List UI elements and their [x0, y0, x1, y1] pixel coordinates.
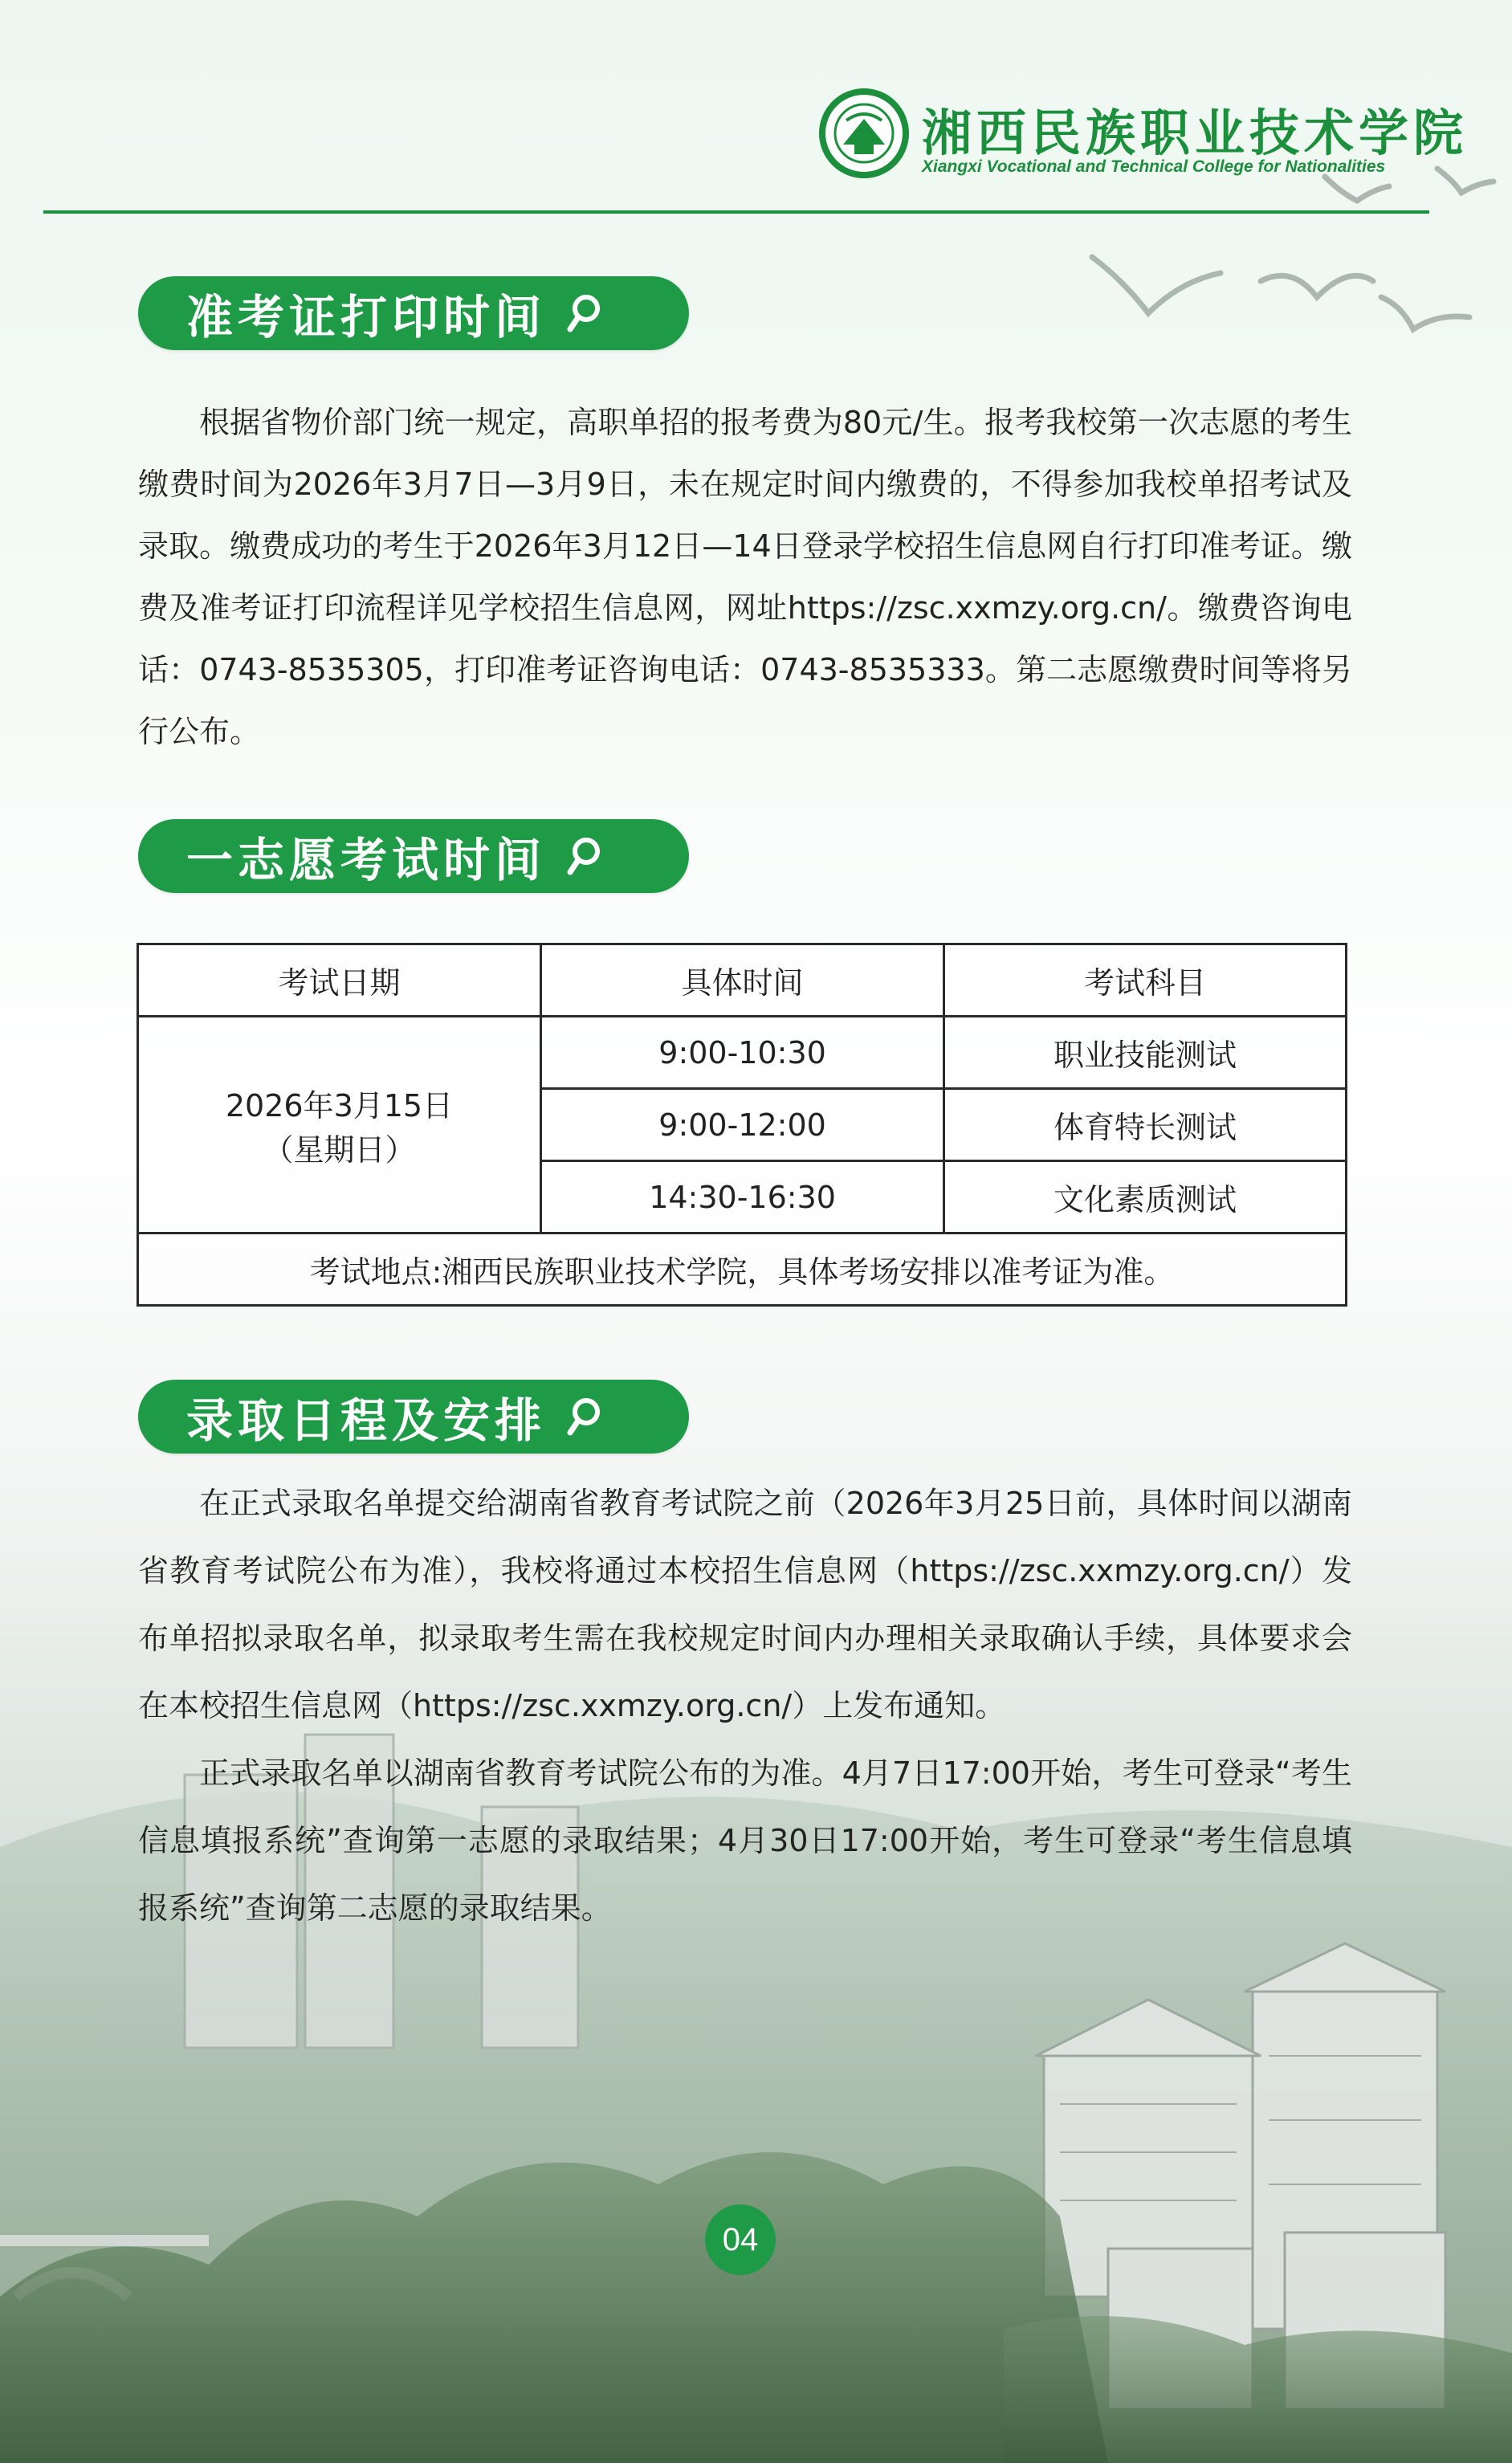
time-cell: 9:00-10:30 — [541, 1017, 944, 1089]
time-cell: 9:00-12:00 — [541, 1089, 944, 1161]
admission-paragraphs — [138, 1470, 1352, 1942]
exam-schedule-table — [137, 943, 1347, 1307]
exam-weekday: （星期日） — [263, 1132, 416, 1168]
table-row — [138, 1234, 1347, 1306]
paragraph-text: 正式录取名单以湖南省教育考试院公布的为准。4月7日17:00开始，考生可登录“考生信息填报系统”查询第一志愿的录取结果；4月30日17:00开始，考生可登录“考生信息填报系统”查询第二志愿的录取结果。 — [138, 1755, 1352, 1926]
admit-card-paragraph — [138, 392, 1352, 763]
subject-cell: 体育特长测试 — [944, 1089, 1347, 1161]
subject-cell: 文化素质测试 — [944, 1161, 1347, 1234]
header-exam-subject: 考试科目 — [944, 944, 1347, 1017]
section-title-exam-time — [138, 819, 689, 893]
school-name-cn: 湘西民族职业技术学院 — [922, 104, 1469, 162]
section-title-text: 一志愿考试时间 — [186, 833, 547, 887]
section-title-text: 准考证打印时间 — [186, 290, 547, 345]
time-cell: 14:30-16:30 — [541, 1161, 944, 1234]
table-header-row — [138, 944, 1347, 1017]
section-title-text: 录取日程及安排 — [186, 1393, 547, 1448]
search-icon — [565, 292, 604, 334]
exam-date-cell — [138, 1017, 541, 1234]
header-divider — [43, 210, 1429, 214]
exam-location-cell: 考试地点:湘西民族职业技术学院，具体考场安排以准考证为准。 — [138, 1234, 1347, 1306]
page-number: 04 — [705, 2204, 776, 2275]
school-name-en: Xiangxi Vocational and Technical College for Nationalities — [922, 157, 1386, 176]
school-logo-seal-icon — [819, 88, 909, 178]
section-title-admission — [138, 1380, 689, 1454]
search-icon — [565, 1396, 604, 1437]
exam-date: 2026年3月15日 — [225, 1087, 454, 1123]
paragraph-text: 根据省物价部门统一规定，高职单招的报考费为80元/生。报考我校第一次志愿的考生缴费时间为2026年3月7日—3月9日，未在规定时间内缴费的，不得参加我校单招考试及录取。缴费成功的考生于2026年3月12日—14日登录学校招生信息网自行打印准考证。缴费及准考证打印流程详见学校招生信息网，网址https://zsc.xxmzy.org.cn/。缴费咨询电话：0743-8535305，打印准考证咨询电话：0743-8535333。第二志愿缴费时间等将另行公布。 — [138, 405, 1352, 749]
header-exam-date: 考试日期 — [138, 944, 541, 1017]
table-row — [138, 1017, 1347, 1089]
section-title-admit-card — [138, 276, 689, 350]
subject-cell: 职业技能测试 — [944, 1017, 1347, 1089]
school-header — [819, 88, 1469, 201]
search-icon — [565, 835, 604, 877]
header-specific-time: 具体时间 — [541, 944, 944, 1017]
paragraph-text: 在正式录取名单提交给湖南省教育考试院之前（2026年3月25日前，具体时间以湖南省教育考试院公布为准），我校将通过本校招生信息网（https://zsc.xxmzy.org.cn/）发布单招拟录取名单，拟录取考生需在我校规定时间内办理相关录取确认手续，具体要求会在本校招生信息网（https://zsc.xxmzy.org.cn/）上发布通知。 — [138, 1486, 1352, 1723]
